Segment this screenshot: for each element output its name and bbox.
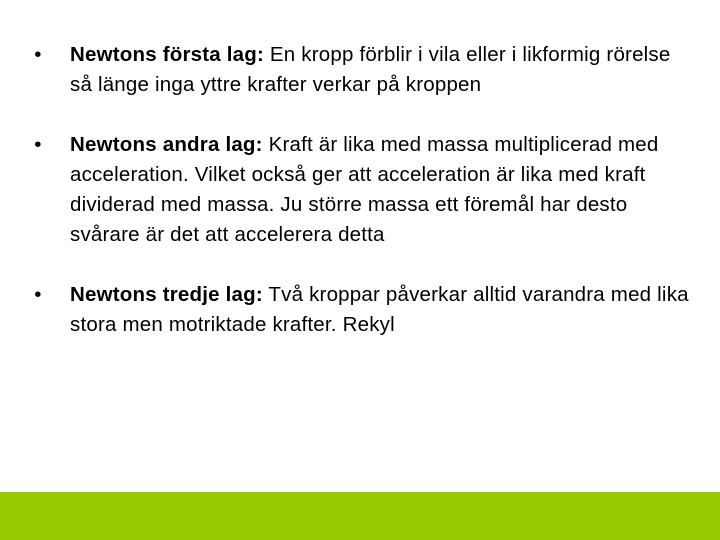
footer-accent-bar [0, 492, 720, 540]
bullet-text: Två kroppar påverkar alltid varandra med lika stora men motriktade krafter. Rekyl [70, 283, 689, 336]
bullet-title: Newtons andra lag: [70, 133, 263, 156]
slide-content [28, 40, 698, 340]
bullet-marker: • [34, 43, 42, 66]
bullet-item-first-law [28, 40, 698, 100]
bullet-item-second-law [28, 130, 698, 250]
bullet-item-third-law [28, 280, 698, 340]
bullet-marker: • [34, 283, 42, 306]
bullet-text: En kropp förblir i vila eller i likformig rörelse så länge inga yttre krafter verkar på kroppen [70, 43, 671, 96]
bullet-title: Newtons första lag: [70, 43, 265, 66]
bullet-text: Kraft är lika med massa multiplicerad med acceleration. Vilket också ger att acceleration är lika med kraft dividerad med massa. Ju större massa ett föremål har desto svårare är det att accelerera detta [70, 133, 659, 246]
bullet-title: Newtons tredje lag: [70, 283, 263, 306]
bullet-list [28, 40, 698, 340]
bullet-marker: • [34, 133, 42, 156]
